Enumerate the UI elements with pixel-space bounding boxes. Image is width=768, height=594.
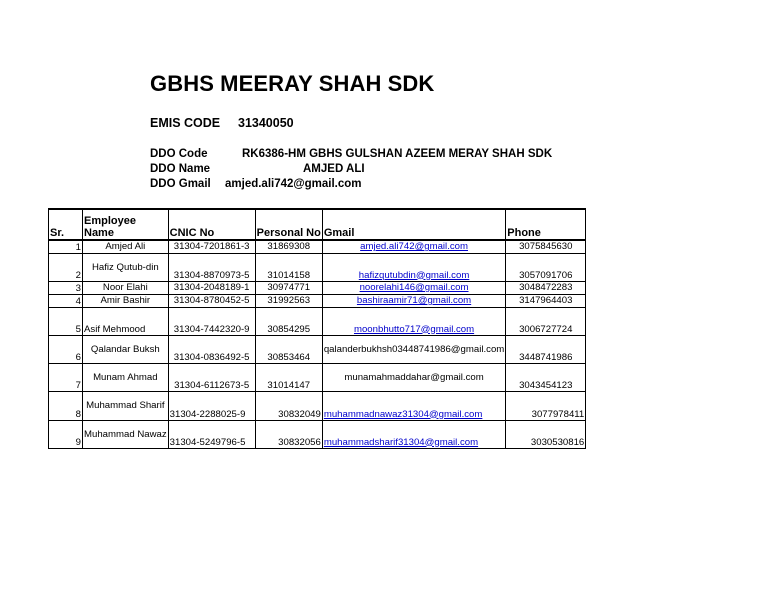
cell-name: Amjed Ali	[83, 240, 169, 253]
cell-name: Hafiz Qutub-din	[83, 253, 169, 281]
cell-sr: 5	[49, 307, 83, 335]
cell-cnic: 31304-6112673-5	[168, 363, 255, 391]
cell-cnic: 31304-8780452-5	[168, 294, 255, 307]
cell-name: Munam Ahmad	[83, 363, 169, 391]
cell-name: Qalandar Buksh	[83, 335, 169, 363]
header-phone: Phone	[506, 209, 586, 240]
cell-name: Muhammad Sharif	[83, 391, 169, 420]
table-row	[49, 335, 586, 363]
cell-phone: 3048472283	[506, 281, 586, 294]
table-row	[49, 253, 586, 281]
cell-personal-no: 31014158	[255, 253, 322, 281]
cell-cnic: 31304-0836492-5	[168, 335, 255, 363]
ddo-name-value: AMJED ALI	[303, 163, 365, 175]
table-row	[49, 307, 586, 335]
page-title: GBHS MEERAY SHAH SDK	[150, 71, 435, 96]
cell-cnic: 31304-7201861-3	[168, 240, 255, 253]
table-row	[49, 363, 586, 391]
email-link[interactable]: moonbhutto717@gmail.com	[353, 323, 475, 335]
cell-sr: 2	[49, 253, 83, 281]
cell-phone: 3075845630	[506, 240, 586, 253]
header-cnic: CNIC No	[168, 209, 255, 240]
cell-phone: 3077978411	[506, 391, 586, 420]
cell-personal-no: 31869308	[255, 240, 322, 253]
cell-sr: 7	[49, 363, 83, 391]
cell-personal-no: 30832049	[255, 391, 322, 420]
cell-name: Amir Bashir	[83, 294, 169, 307]
employee-table	[48, 208, 586, 449]
header-gmail: Gmail	[322, 209, 505, 240]
cell-phone: 3448741986	[506, 335, 586, 363]
cell-sr: 1	[49, 240, 83, 253]
email-link[interactable]: hafizqutubdin@gmail.com	[358, 269, 470, 281]
ddo-gmail-value: amjed.ali742@gmail.com	[225, 178, 362, 190]
email-link[interactable]: noorelahi146@gmail.com	[359, 282, 469, 293]
header-sr: Sr.	[49, 209, 83, 240]
cell-name: Noor Elahi	[83, 281, 169, 294]
cell-cnic: 31304-2288025-9	[168, 391, 255, 420]
cell-phone: 3030530816	[506, 420, 586, 448]
cell-phone: 3147964403	[506, 294, 586, 307]
cell-personal-no: 31992563	[255, 294, 322, 307]
ddo-code-value: RK6386-HM GBHS GULSHAN AZEEM MERAY SHAH SDK	[242, 148, 553, 160]
cell-phone: 3043454123	[506, 363, 586, 391]
cell-sr: 8	[49, 391, 83, 420]
cell-personal-no: 31014147	[255, 363, 322, 391]
table-row	[49, 294, 586, 307]
cell-sr: 4	[49, 294, 83, 307]
ddo-code-label: DDO Code	[150, 148, 208, 160]
cell-sr: 3	[49, 281, 83, 294]
cell-sr: 6	[49, 335, 83, 363]
email-link[interactable]: muhammadnawaz31304@gmail.com	[323, 408, 483, 420]
table-row	[49, 281, 586, 294]
cell-personal-no: 30832056	[255, 420, 322, 448]
cell-phone: 3057091706	[506, 253, 586, 281]
cell-sr: 9	[49, 420, 83, 448]
cell-gmail: munamahmaddahar@gmail.com	[322, 363, 505, 391]
header-employee-name: Employee Name	[83, 209, 169, 240]
table-header-row	[49, 209, 586, 240]
email-link[interactable]: amjed.ali742@gmail.com	[360, 241, 468, 253]
ddo-name-label: DDO Name	[150, 163, 211, 175]
cell-cnic: 31304-5249796-5	[168, 420, 255, 448]
cell-cnic: 31304-2048189-1	[168, 281, 255, 294]
email-link[interactable]: bashiraamir71@gmail.com	[356, 295, 472, 306]
header-personal-no: Personal No	[255, 209, 322, 240]
cell-personal-no: 30974771	[255, 281, 322, 294]
email-link[interactable]: muhammadsharif31304@gmail.com	[323, 436, 479, 448]
cell-gmail: qalanderbukhsh03448741986@gmail.com	[322, 335, 505, 363]
cell-name: Muhammad Nawaz	[83, 420, 169, 448]
emis-code-value: 31340050	[238, 116, 294, 130]
table-row	[49, 420, 586, 448]
cell-personal-no: 30853464	[255, 335, 322, 363]
table-row	[49, 240, 586, 253]
cell-name: Asif Mehmood	[83, 307, 169, 335]
table-row	[49, 391, 586, 420]
emis-code-label: EMIS CODE	[150, 116, 221, 130]
cell-cnic: 31304-8870973-5	[168, 253, 255, 281]
cell-personal-no: 30854295	[255, 307, 322, 335]
ddo-gmail-label: DDO Gmail	[150, 178, 211, 190]
cell-phone: 3006727724	[506, 307, 586, 335]
cell-cnic: 31304-7442320-9	[168, 307, 255, 335]
